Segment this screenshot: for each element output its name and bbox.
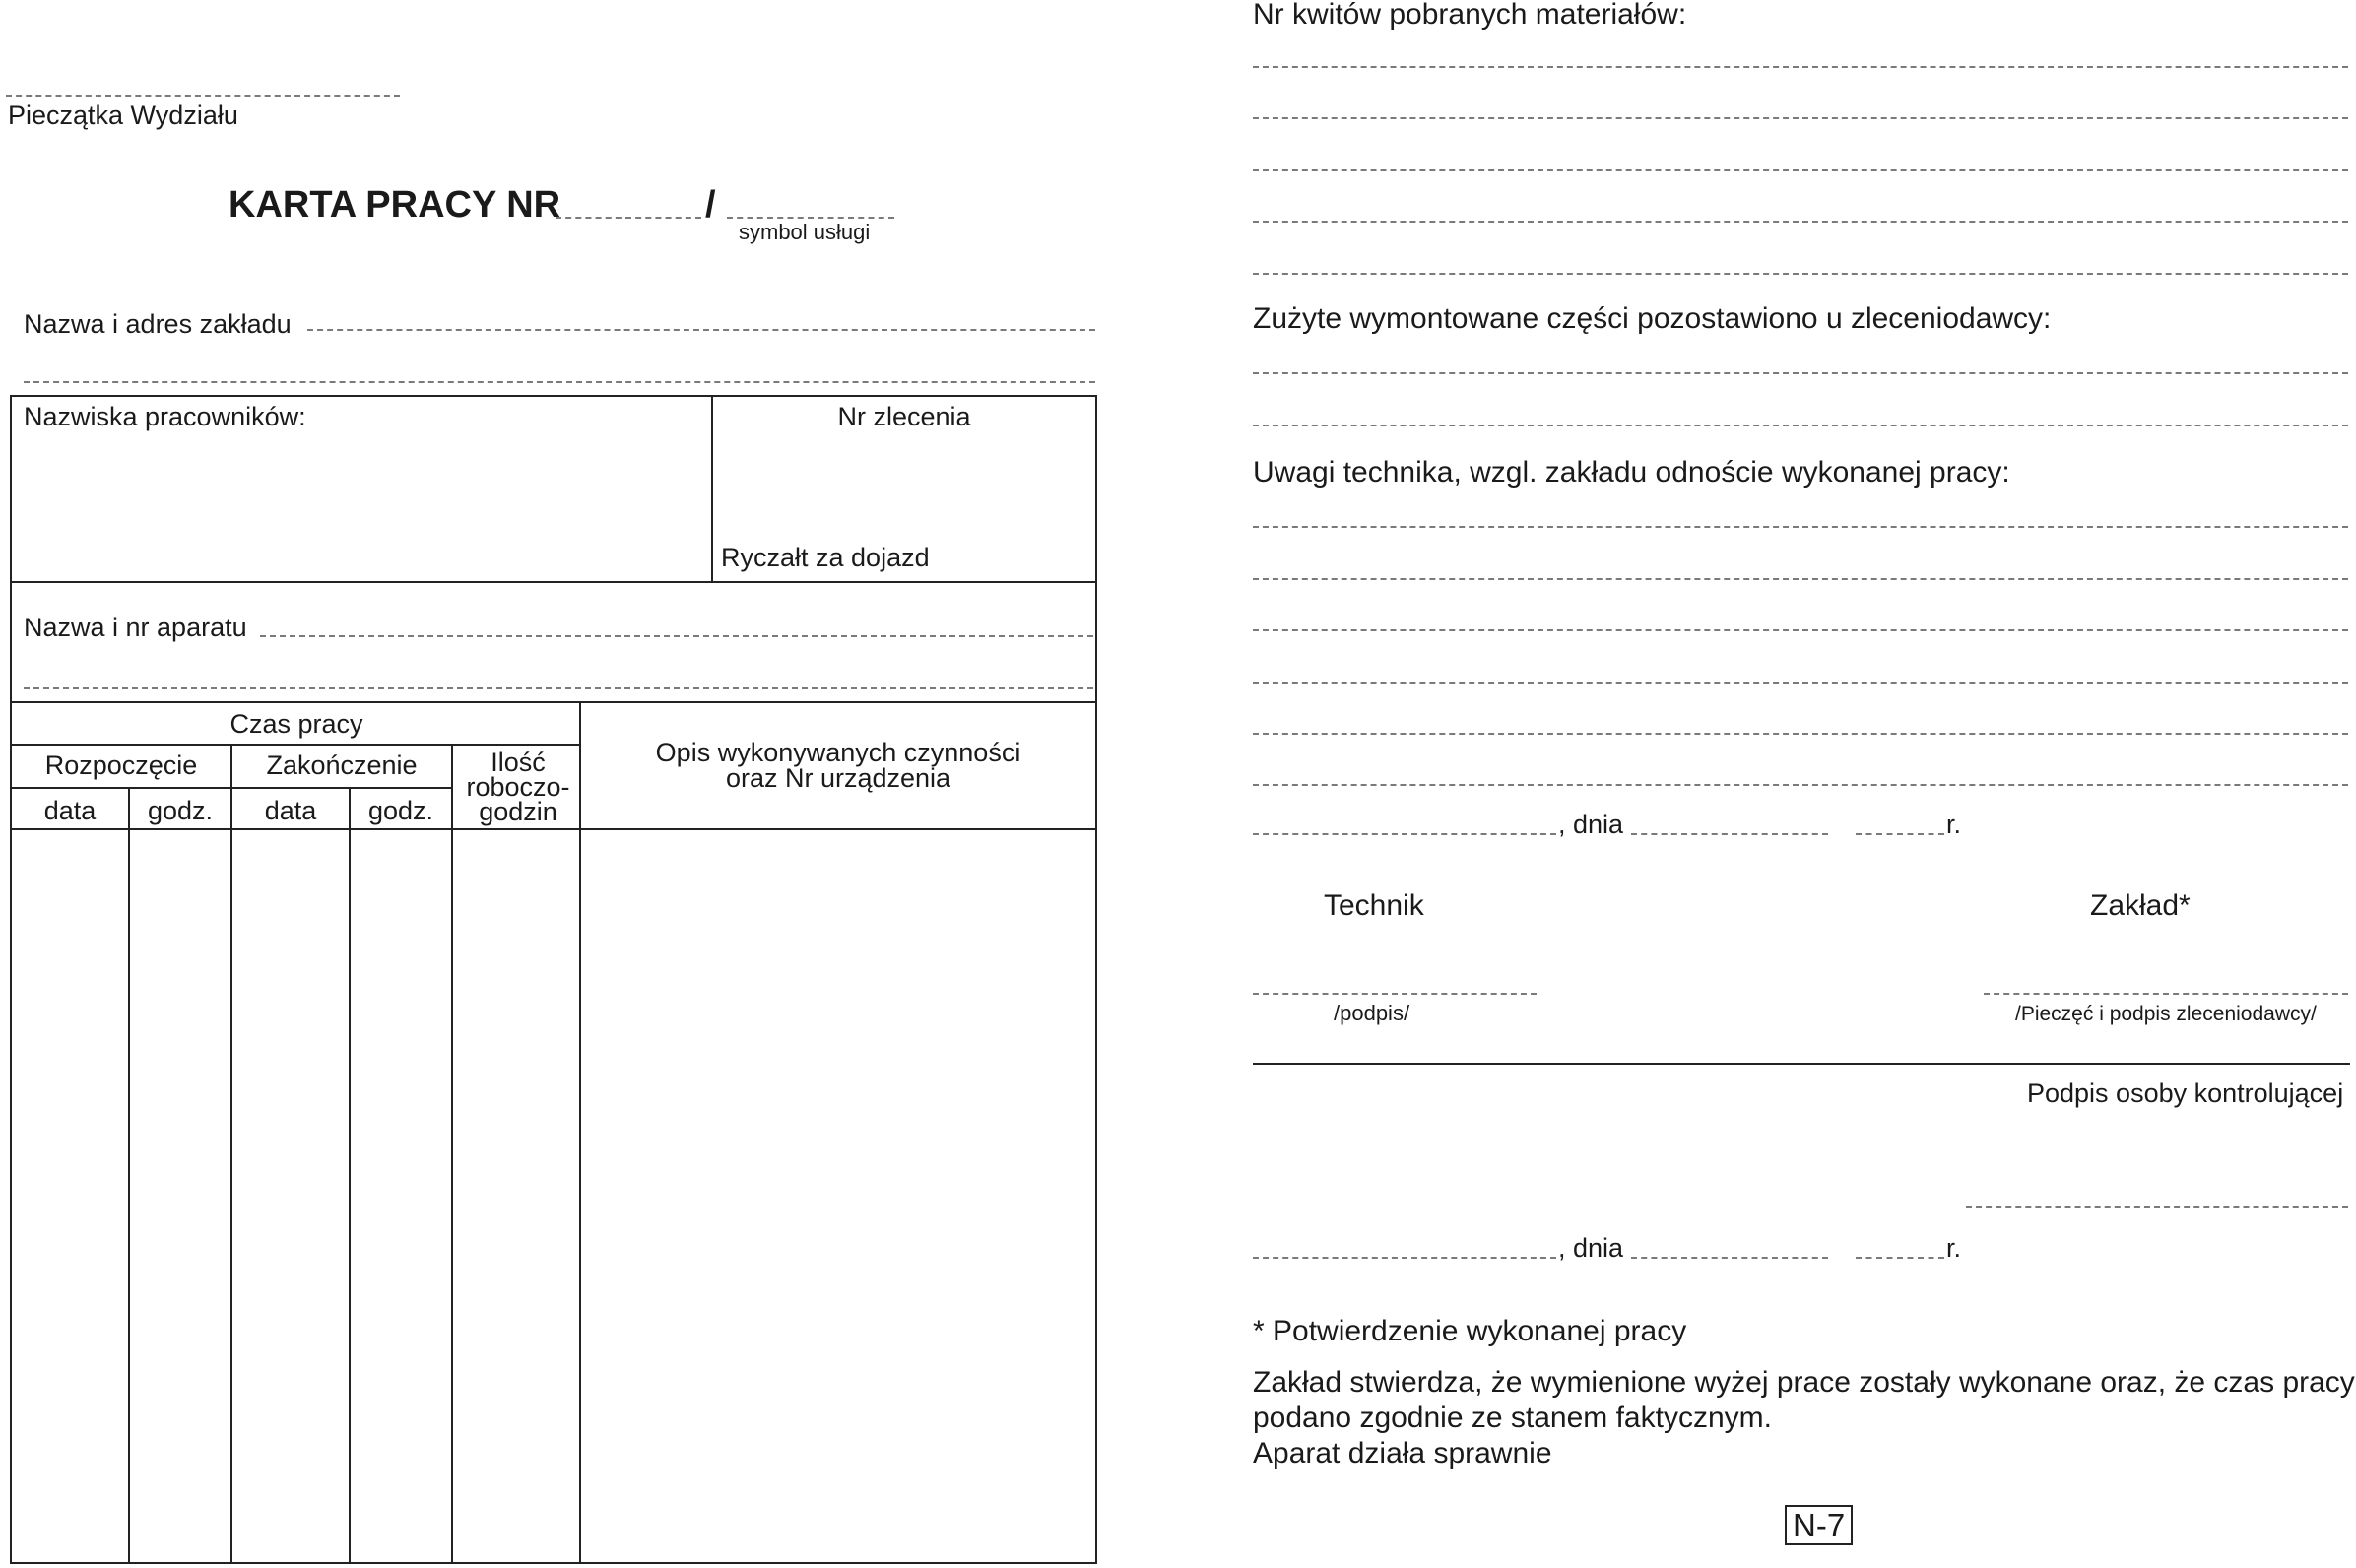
- device-label: Nazwa i nr aparatu: [24, 613, 247, 642]
- signature-caption: /podpis/: [1334, 1001, 1410, 1025]
- stamp-label: Pieczątka Wydziału: [8, 100, 238, 130]
- confirmation-line-2: podano zgodnie ze stanem faktycznym.: [1253, 1402, 1772, 1434]
- year-field-2[interactable]: [1856, 1257, 1944, 1259]
- hours-header-3: godzin: [479, 797, 557, 826]
- remarks-line-2[interactable]: [1253, 578, 2348, 580]
- title-slash: /: [705, 184, 716, 226]
- card-number-field[interactable]: [556, 217, 701, 219]
- order-number-label: Nr zlecenia: [837, 402, 971, 431]
- parts-label: Zużyte wymontowane części pozostawiono u zleceniodawcy:: [1253, 302, 2052, 335]
- year-field-1[interactable]: [1856, 833, 1944, 835]
- materials-line-3[interactable]: [1253, 169, 2348, 171]
- parts-line-2[interactable]: [1253, 425, 2348, 426]
- inspector-signature-field[interactable]: [1966, 1206, 2348, 1208]
- work-time-header: Czas pracy: [229, 709, 363, 739]
- section-divider: [1253, 1063, 2350, 1065]
- cell-description[interactable]: [583, 832, 1091, 1559]
- cell-start-hour[interactable]: [132, 832, 229, 1559]
- year-label-2: r.: [1946, 1233, 1962, 1263]
- end-header: Zakończenie: [266, 751, 418, 780]
- workers-label: Nazwiska pracowników:: [24, 402, 306, 431]
- device-field-1[interactable]: [260, 635, 1093, 637]
- row-divider-2: [10, 701, 1095, 703]
- date-day-label-2: , dnia: [1558, 1233, 1624, 1263]
- parts-line-1[interactable]: [1253, 372, 2348, 374]
- materials-line-2[interactable]: [1253, 117, 2348, 119]
- materials-line-1[interactable]: [1253, 66, 2348, 68]
- service-symbol-label: symbol usługi: [739, 220, 871, 244]
- technician-label: Technik: [1324, 889, 1424, 922]
- company-field-2[interactable]: [24, 381, 1095, 383]
- col-divider-5: [579, 701, 581, 1562]
- remarks-label: Uwagi technika, wzgl. zakładu odnoście wykonanej pracy:: [1253, 456, 2010, 489]
- company-field-1[interactable]: [307, 329, 1095, 331]
- date1-header: data: [43, 796, 97, 825]
- date2-header: data: [264, 796, 317, 825]
- hour2-header: godz.: [367, 796, 434, 825]
- workers-field[interactable]: [14, 443, 707, 581]
- start-header: Rozpoczęcie: [44, 751, 198, 780]
- date-day-label-1: , dnia: [1558, 810, 1624, 839]
- hour1-header: godz.: [147, 796, 214, 825]
- hours-header-1: Ilość: [491, 748, 546, 777]
- date-field-1[interactable]: [1631, 833, 1828, 835]
- col-divider-4: [451, 744, 453, 1562]
- col-divider-2: [230, 744, 232, 1562]
- hours-header-2: roboczo-: [466, 772, 570, 802]
- confirmation-line-3: Aparat działa sprawnie: [1253, 1437, 1552, 1470]
- service-symbol-field[interactable]: [727, 217, 894, 219]
- materials-line-4[interactable]: [1253, 221, 2348, 223]
- col-divider-3: [349, 787, 351, 1562]
- form-code-badge: N-7: [1785, 1505, 1853, 1545]
- confirmation-title: * Potwierdzenie wykonanej pracy: [1253, 1315, 1687, 1347]
- travel-allowance-label: Ryczałt za dojazd: [721, 543, 930, 572]
- company-signature-field[interactable]: [1984, 993, 2348, 995]
- description-header-1: Opis wykonywanych czynności: [655, 738, 1021, 767]
- confirmation-line-1: Zakład stwierdza, że wymienione wyżej prace zostały wykonane oraz, że czas pracy: [1253, 1366, 2355, 1399]
- remarks-line-6[interactable]: [1253, 784, 2348, 786]
- cell-hours[interactable]: [455, 832, 577, 1559]
- stamp-line[interactable]: [6, 95, 400, 97]
- materials-line-5[interactable]: [1253, 273, 2348, 275]
- year-label-1: r.: [1946, 810, 1962, 839]
- technician-signature-field[interactable]: [1253, 993, 1537, 995]
- col-divider-1: [128, 787, 130, 1562]
- company-sign-label: Zakład*: [2090, 889, 2191, 922]
- remarks-line-3[interactable]: [1253, 629, 2348, 631]
- date-field-2[interactable]: [1631, 1257, 1828, 1259]
- remarks-line-5[interactable]: [1253, 733, 2348, 735]
- place-field-1[interactable]: [1253, 833, 1556, 835]
- row-divider-1: [10, 581, 1095, 583]
- company-label: Nazwa i adres zakładu: [24, 309, 292, 339]
- remarks-line-1[interactable]: [1253, 526, 2348, 528]
- inspector-label: Podpis osoby kontrolującej: [2027, 1078, 2344, 1108]
- page-title: KARTA PRACY NR: [229, 184, 561, 226]
- materials-label: Nr kwitów pobranych materiałów:: [1253, 0, 1687, 31]
- cell-end-date[interactable]: [234, 832, 347, 1559]
- cell-start-date[interactable]: [12, 832, 126, 1559]
- stamp-signature-caption: /Pieczęć i podpis zleceniodawcy/: [2015, 1003, 2317, 1025]
- cell-end-hour[interactable]: [353, 832, 449, 1559]
- header-divider-3: [10, 828, 1095, 830]
- header-divider-1: [10, 744, 581, 746]
- place-field-2[interactable]: [1253, 1257, 1556, 1259]
- description-header-2: oraz Nr urządzenia: [725, 763, 951, 793]
- remarks-line-4[interactable]: [1253, 682, 2348, 684]
- device-field-2[interactable]: [24, 687, 1093, 689]
